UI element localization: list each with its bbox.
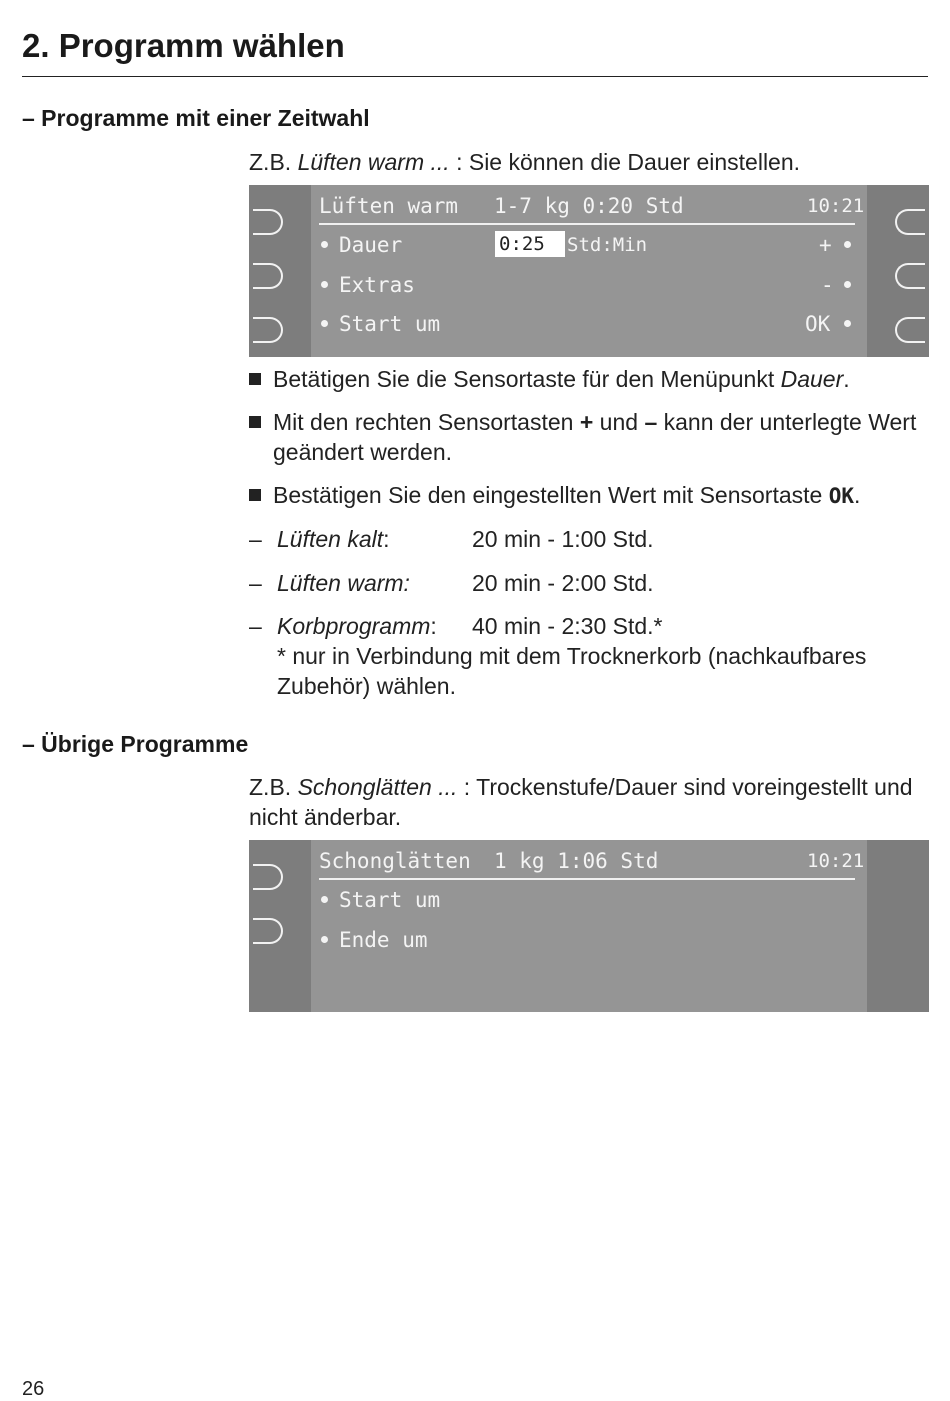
section-heading-zeitwahl: – Programme mit einer Zeitwahl — [22, 105, 370, 131]
intro-prefix: Z.B. — [249, 149, 298, 175]
lcd-value-highlight: 0:25 — [495, 231, 565, 257]
intro-program-name: Lüften warm ... — [297, 149, 450, 175]
section1-intro — [249, 147, 929, 177]
intro-rest: : Trockenstufe/Dauer sind voreingestellt und nicht änderbar. — [249, 774, 913, 830]
minus-symbol: – — [644, 409, 658, 435]
range-label-luften-kalt — [277, 524, 390, 554]
range-dash: – — [249, 526, 262, 552]
lcd-menu-extras: Extras — [339, 273, 415, 297]
instruction-text: und — [593, 409, 645, 435]
lcd-load-time: 1-7 kg 0:20 Std — [494, 194, 684, 218]
instruction-text: . — [843, 366, 850, 392]
intro-program-name: Schonglätten ... — [297, 774, 458, 800]
lcd-divider — [319, 223, 855, 225]
ok-symbol: OK — [828, 484, 855, 508]
range-label-korbprogramm — [277, 611, 437, 641]
lcd-ok-label: OK — [805, 312, 831, 336]
range-label-luften-warm — [277, 568, 410, 598]
range-dash: – — [249, 570, 262, 596]
lcd-minus-label: - — [821, 273, 834, 297]
instruction-text: Bestätigen Sie den eingestellten Wert mit Sensortaste — [273, 482, 829, 508]
list-bullet-square — [249, 373, 261, 385]
instruction-emphasis: Dauer — [780, 366, 844, 392]
footnote: * nur in Verbindung mit dem Trocknerkorb (nachkaufbares Zubehör) wählen. — [277, 643, 867, 699]
sensor-key-ok[interactable] — [895, 317, 925, 343]
lcd-menu-ende-um: Ende um — [339, 928, 428, 952]
range-name: Korbprogramm — [277, 613, 431, 639]
section-heading-ubrige: – Übrige Programme — [22, 731, 249, 757]
lcd-bullet — [844, 241, 851, 248]
lcd-divider — [319, 878, 855, 880]
left-sensor-strip — [249, 185, 311, 357]
lcd-bullet — [321, 320, 328, 327]
sensor-key-ende-um[interactable] — [253, 918, 283, 944]
instruction-1 — [273, 364, 923, 394]
instruction-text: Mit den rechten Sensortasten — [273, 409, 580, 435]
intro-prefix: Z.B. — [249, 774, 298, 800]
lcd-bullet — [321, 896, 328, 903]
sensor-key-start-um[interactable] — [253, 317, 283, 343]
sensor-key-extras[interactable] — [253, 263, 283, 289]
range-name: Lüften kalt — [277, 526, 384, 552]
range-sep: : — [383, 526, 390, 552]
list-bullet-square — [249, 416, 261, 428]
left-sensor-strip — [249, 840, 311, 1012]
instruction-text: kann der unterlegte Wert geändert werden. — [273, 409, 917, 465]
title-divider — [22, 76, 928, 77]
sensor-key-dauer[interactable] — [253, 209, 283, 235]
display-panel-schonglatten — [249, 840, 929, 1012]
display-panel-luften-warm — [249, 185, 929, 357]
instruction-text: . — [854, 482, 861, 508]
lcd-program-name: Lüften warm — [319, 194, 459, 218]
lcd-plus-label: + — [819, 233, 832, 257]
range-value-korbprogramm: 40 min - 2:30 Std.* — [472, 613, 663, 639]
lcd-menu-dauer: Dauer — [339, 233, 403, 257]
lcd-bullet — [321, 241, 328, 248]
instruction-text: Betätigen Sie die Sensortaste für den Menüpunkt — [273, 366, 781, 392]
instruction-3 — [273, 480, 923, 511]
section2-intro — [249, 772, 929, 832]
lcd-menu-start-um: Start um — [339, 312, 441, 336]
instruction-2 — [273, 407, 923, 467]
lcd-clock: 10:21 — [807, 195, 865, 217]
sensor-key-plus[interactable] — [895, 209, 925, 235]
range-name: Lüften warm: — [277, 570, 410, 596]
right-sensor-strip — [867, 185, 929, 357]
lcd-clock: 10:21 — [807, 850, 865, 872]
page-number: 26 — [22, 1378, 45, 1400]
lcd-bullet — [321, 936, 328, 943]
lcd-program-name: Schonglätten — [319, 849, 471, 873]
sensor-key-start-um[interactable] — [253, 864, 283, 890]
range-dash: – — [249, 613, 262, 639]
right-sensor-strip — [867, 840, 929, 1012]
range-value-luften-warm: 20 min - 2:00 Std. — [472, 570, 654, 596]
lcd-value-unit: Std:Min — [567, 234, 648, 256]
lcd-bullet — [844, 320, 851, 327]
lcd-menu-start-um: Start um — [339, 888, 441, 912]
list-bullet-square — [249, 489, 261, 501]
range-value-luften-kalt: 20 min - 1:00 Std. — [472, 526, 654, 552]
lcd-bullet — [321, 281, 328, 288]
lcd-bullet — [844, 281, 851, 288]
sensor-key-minus[interactable] — [895, 263, 925, 289]
intro-rest: : Sie können die Dauer einstellen. — [449, 149, 801, 175]
lcd-load-time: 1 kg 1:06 Std — [494, 849, 659, 873]
plus-symbol: + — [579, 409, 594, 435]
page-title: 2. Programm wählen — [22, 27, 345, 64]
range-sep: : — [430, 613, 437, 639]
